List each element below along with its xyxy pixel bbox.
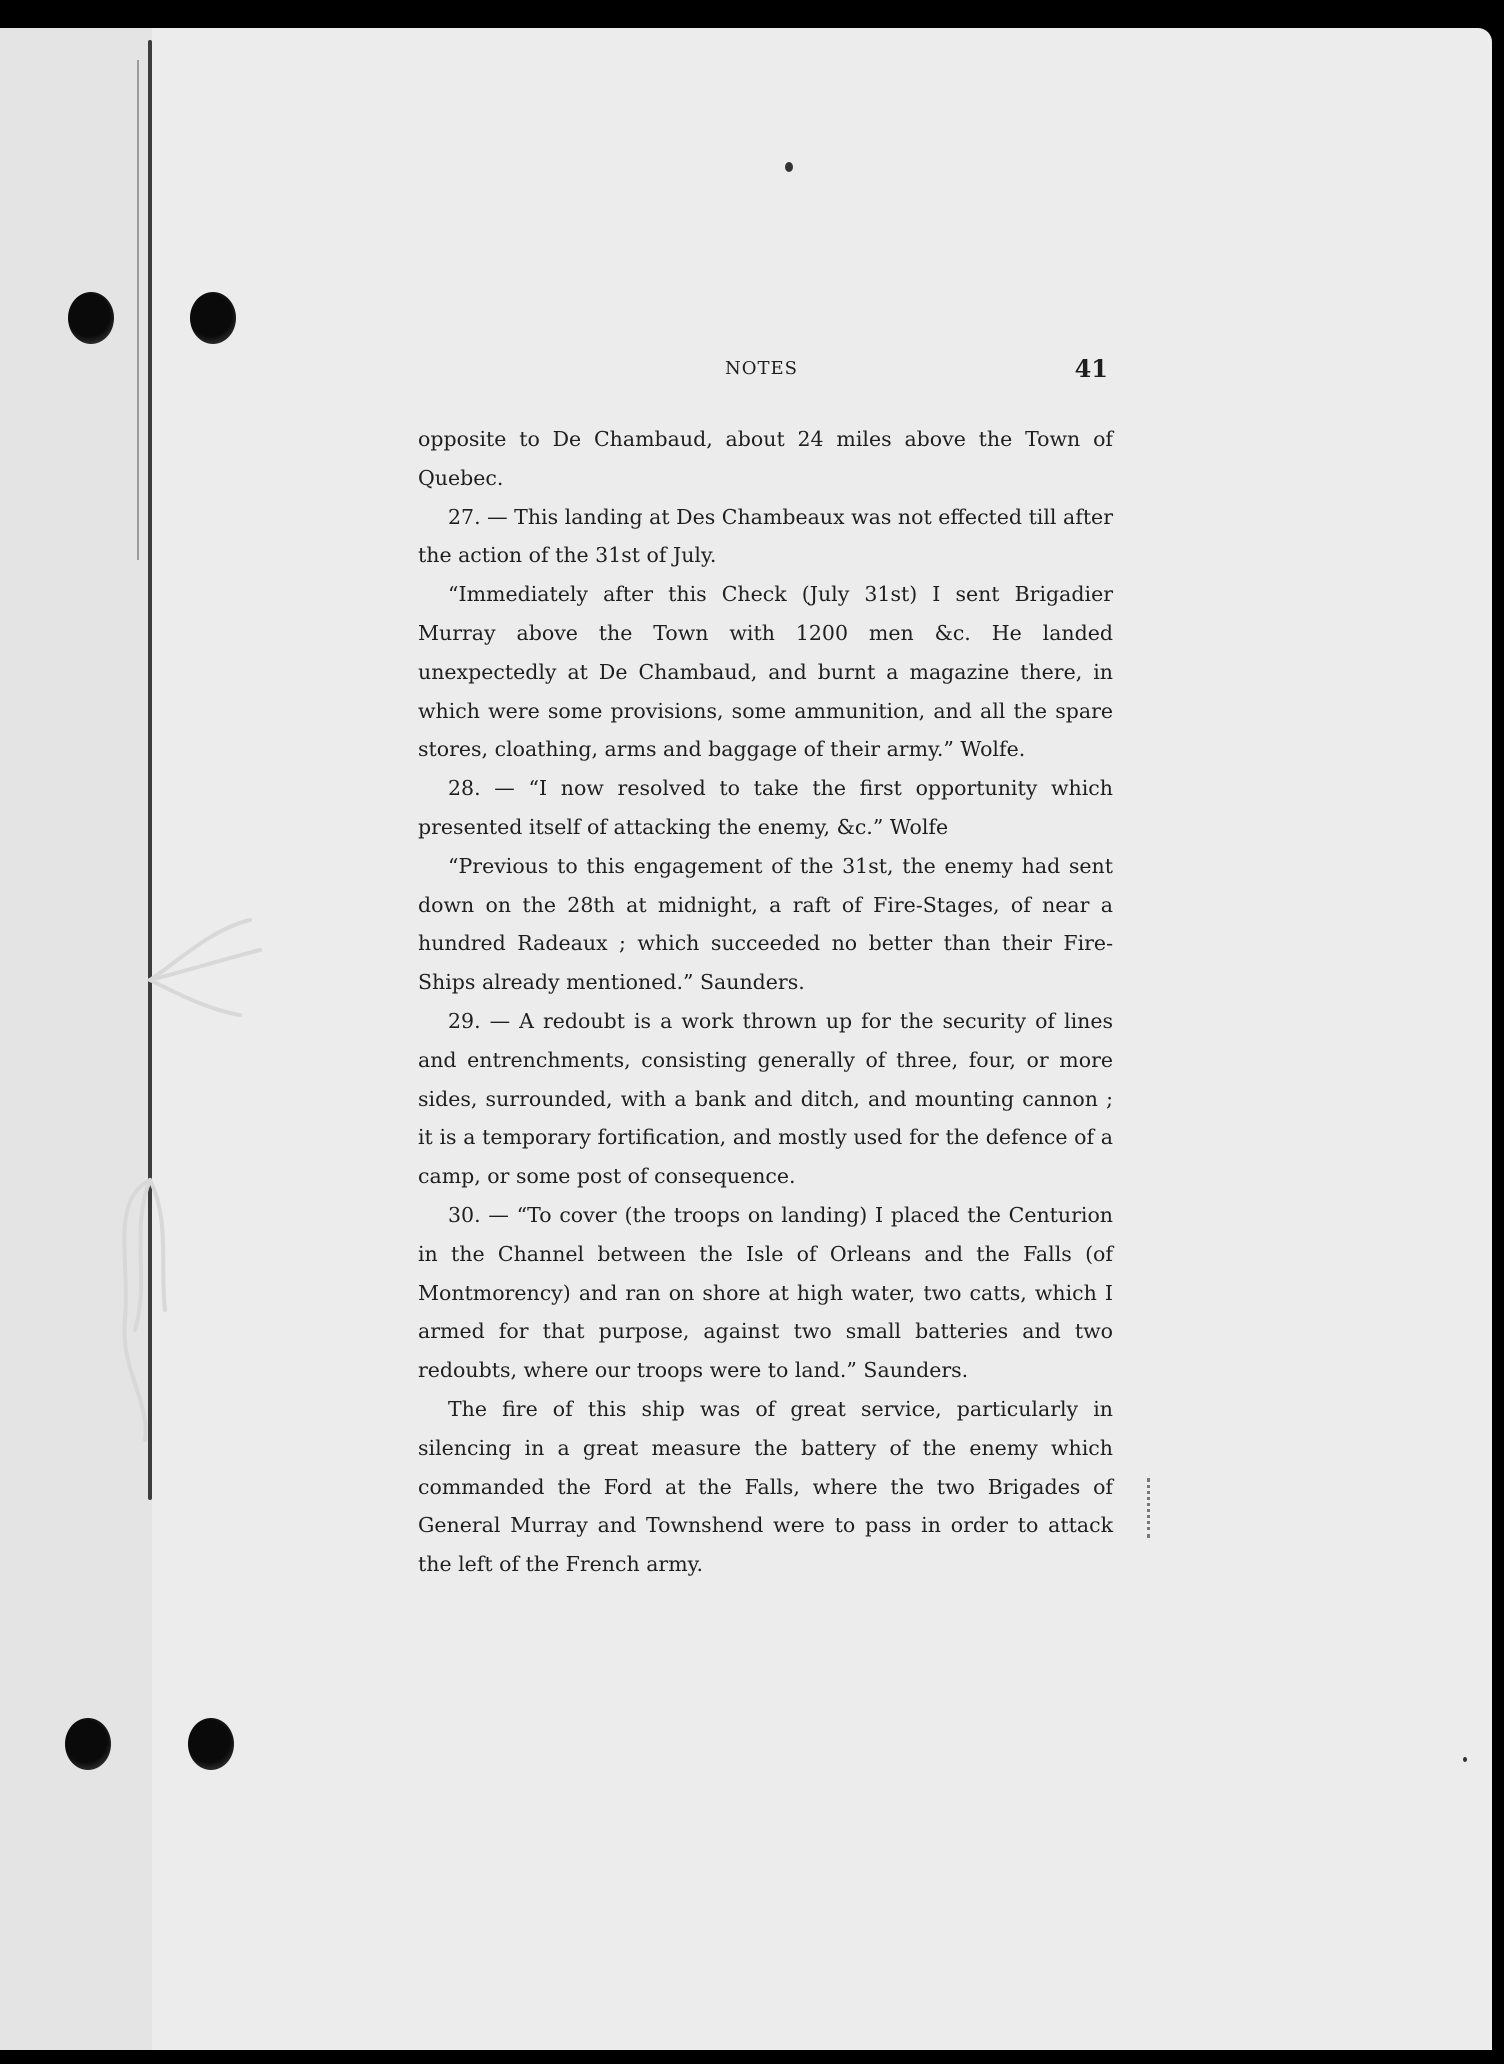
notes-body (418, 420, 1113, 1584)
page-header (420, 354, 1120, 388)
margin-mark (1147, 1478, 1154, 1538)
spine-fold (137, 60, 139, 560)
note-27-quote-wolfe: “Immediately after this Check (July 31st) I sent Brigadier Murray above the Town with 1200 men &c. He landed unexpectedly at De Chambaud, and burnt a magazine there, in which were some provisions, some ammunition, and all the spare stores, cloathing, arms and baggage of their army.” Wolfe. (418, 582, 1113, 762)
running-head: NOTES (725, 358, 798, 379)
note-30-commentary: The fire of this ship was of great service, particularly in silencing in a great measure the battery of the enemy which commanded the Ford at the Falls, where the two Brigades of General Murray and Townshend were to pass in order to attack the left of the French army. (418, 1396, 1113, 1577)
note-30: 30. — “To cover (the troops on landing) I placed the Centurion in the Channel between the Isle of Orleans and the Falls (of Montmorency) and ran on shore at high water, two catts, which I armed for that purpose, against two small batteries and two redoubts, where our troops were to land.” Saunders. (418, 1202, 1113, 1383)
note-27: 27. — This landing at Des Chambeaux was not effected till after the action of the 31st of July. (418, 504, 1113, 568)
note-28: 28. — “I now resolved to take the first opportunity which presented itself of attacking the enemy, &c.” Wolfe (418, 776, 1113, 839)
binder-hole-icon (68, 292, 114, 344)
binder-hole-icon (190, 292, 236, 344)
scan-speck (1463, 1757, 1467, 1762)
note-28-quote-saunders: “Previous to this engagement of the 31st, the enemy had sent down on the 28th at midnight, a raft of Fire-Stages, of near a hundred Radeaux ; which succeeded no better than their Fire-Ships already mentioned.” Saunders. (418, 853, 1113, 995)
binder-hole-icon (188, 1718, 234, 1770)
note-29: 29. — A redoubt is a work thrown up for the security of lines and entrenchments, consisting generally of three, four, or more sides, surrounded, with a bank and ditch, and mounting cannon ; it is a temporary fortification, and mostly used for the defence of a camp, or some post of consequence. (418, 1008, 1113, 1189)
page-number: 41 (1074, 354, 1108, 383)
scan-speck (785, 162, 793, 172)
binder-hole-icon (65, 1718, 111, 1770)
binding-string-icon (120, 900, 270, 1460)
note-continuation: opposite to De Chambaud, about 24 miles above the Town of Quebec. (418, 427, 1113, 490)
